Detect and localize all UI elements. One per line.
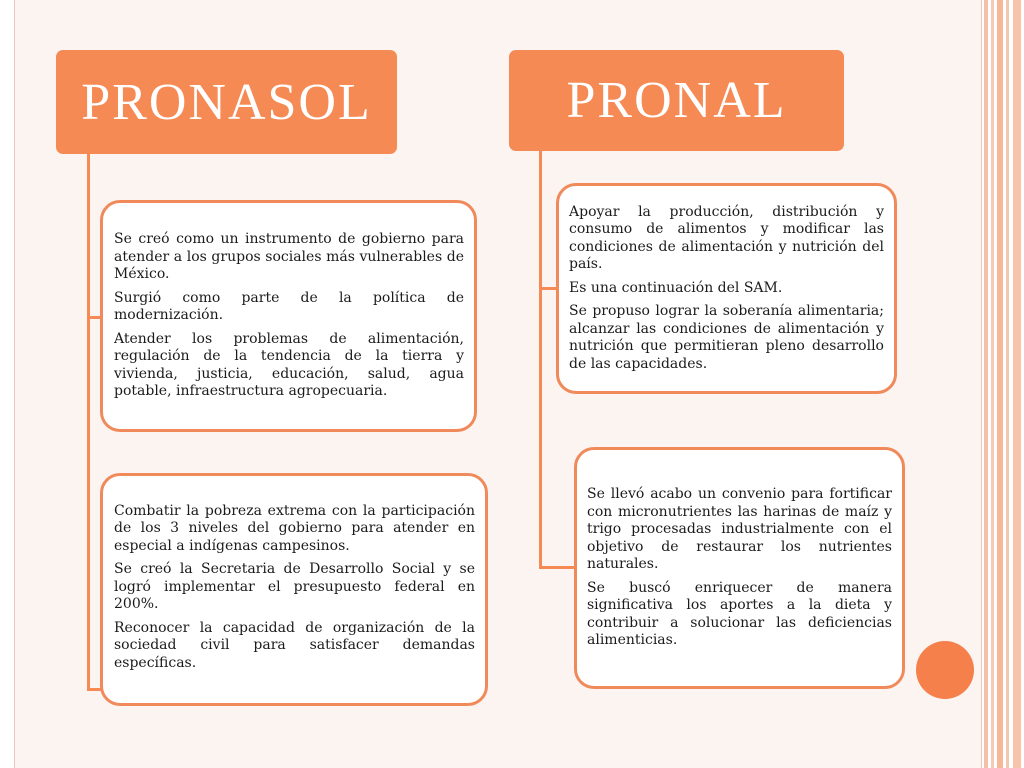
pronasol-box-1-item: Atender los problemas de alimentación, regulación de la tendencia de la tierra y vivienda, justicia, educación, salud, agua potable, infraestructura agropecuaria. <box>114 330 464 400</box>
decorative-circle <box>916 641 974 699</box>
pronal-box-1-item: Apoyar la producción, distribución y consumo de alimentos y modificar las condiciones de alimentación y nutrición del país. <box>569 203 884 273</box>
decorative-stripe <box>997 0 1003 768</box>
decorative-stripe <box>991 0 994 768</box>
pronal-box-2-item: Se buscó enriquecer de manera significativa los aportes a la dieta y contribuir a solucionar las deficiencias alimenticias. <box>587 579 892 649</box>
connector-line <box>539 566 577 569</box>
pronal-box-1-item: Es una continuación del SAM. <box>569 279 783 296</box>
pronasol-box-2-item: Reconocer la capacidad de organización de la sociedad civil para satisfacer demandas específicas. <box>114 619 475 671</box>
pronasol-box-2-item: Combatir la pobreza extrema con la participación de los 3 niveles del gobierno para atender en especial a indígenas campesinos. <box>114 502 475 554</box>
pronal-title: PRONAL <box>566 72 787 129</box>
pronasol-title: PRONASOL <box>81 73 372 131</box>
pronasol-box-2-item: Se creó la Secretaria de Desarrollo Social y se logró implementar el presupuesto federal en 200%. <box>114 561 475 613</box>
pronal-box-2 <box>574 447 905 689</box>
connector-line <box>87 154 90 690</box>
decorative-stripe <box>1006 0 1009 768</box>
pronasol-header <box>56 50 397 154</box>
pronal-box-1 <box>556 183 897 394</box>
decorative-stripe <box>1013 0 1021 768</box>
connector-line <box>539 151 542 569</box>
pronal-header <box>509 50 844 151</box>
pronal-box-2-item: Se llevó acabo un convenio para fortificar con micronutrientes las harinas de maíz y trigo procesadas industrialmente con el objetivo de restaurar los nutrientes naturales. <box>587 486 892 573</box>
pronasol-box-2 <box>100 473 488 706</box>
pronasol-box-1-item: Surgió como parte de la política de modernización. <box>114 289 464 324</box>
pronal-box-1-item: Se propuso lograr la soberanía alimentaria; alcanzar las condiciones de alimentación y nutrición que permitieran pleno desarrollo de las capacidades. <box>569 303 884 372</box>
decorative-stripe <box>984 0 988 768</box>
pronasol-box-1 <box>100 200 477 432</box>
pronasol-box-1-item: Se creó como un instrumento de gobierno para atender a los grupos sociales más vulnerables de México. <box>114 231 464 283</box>
